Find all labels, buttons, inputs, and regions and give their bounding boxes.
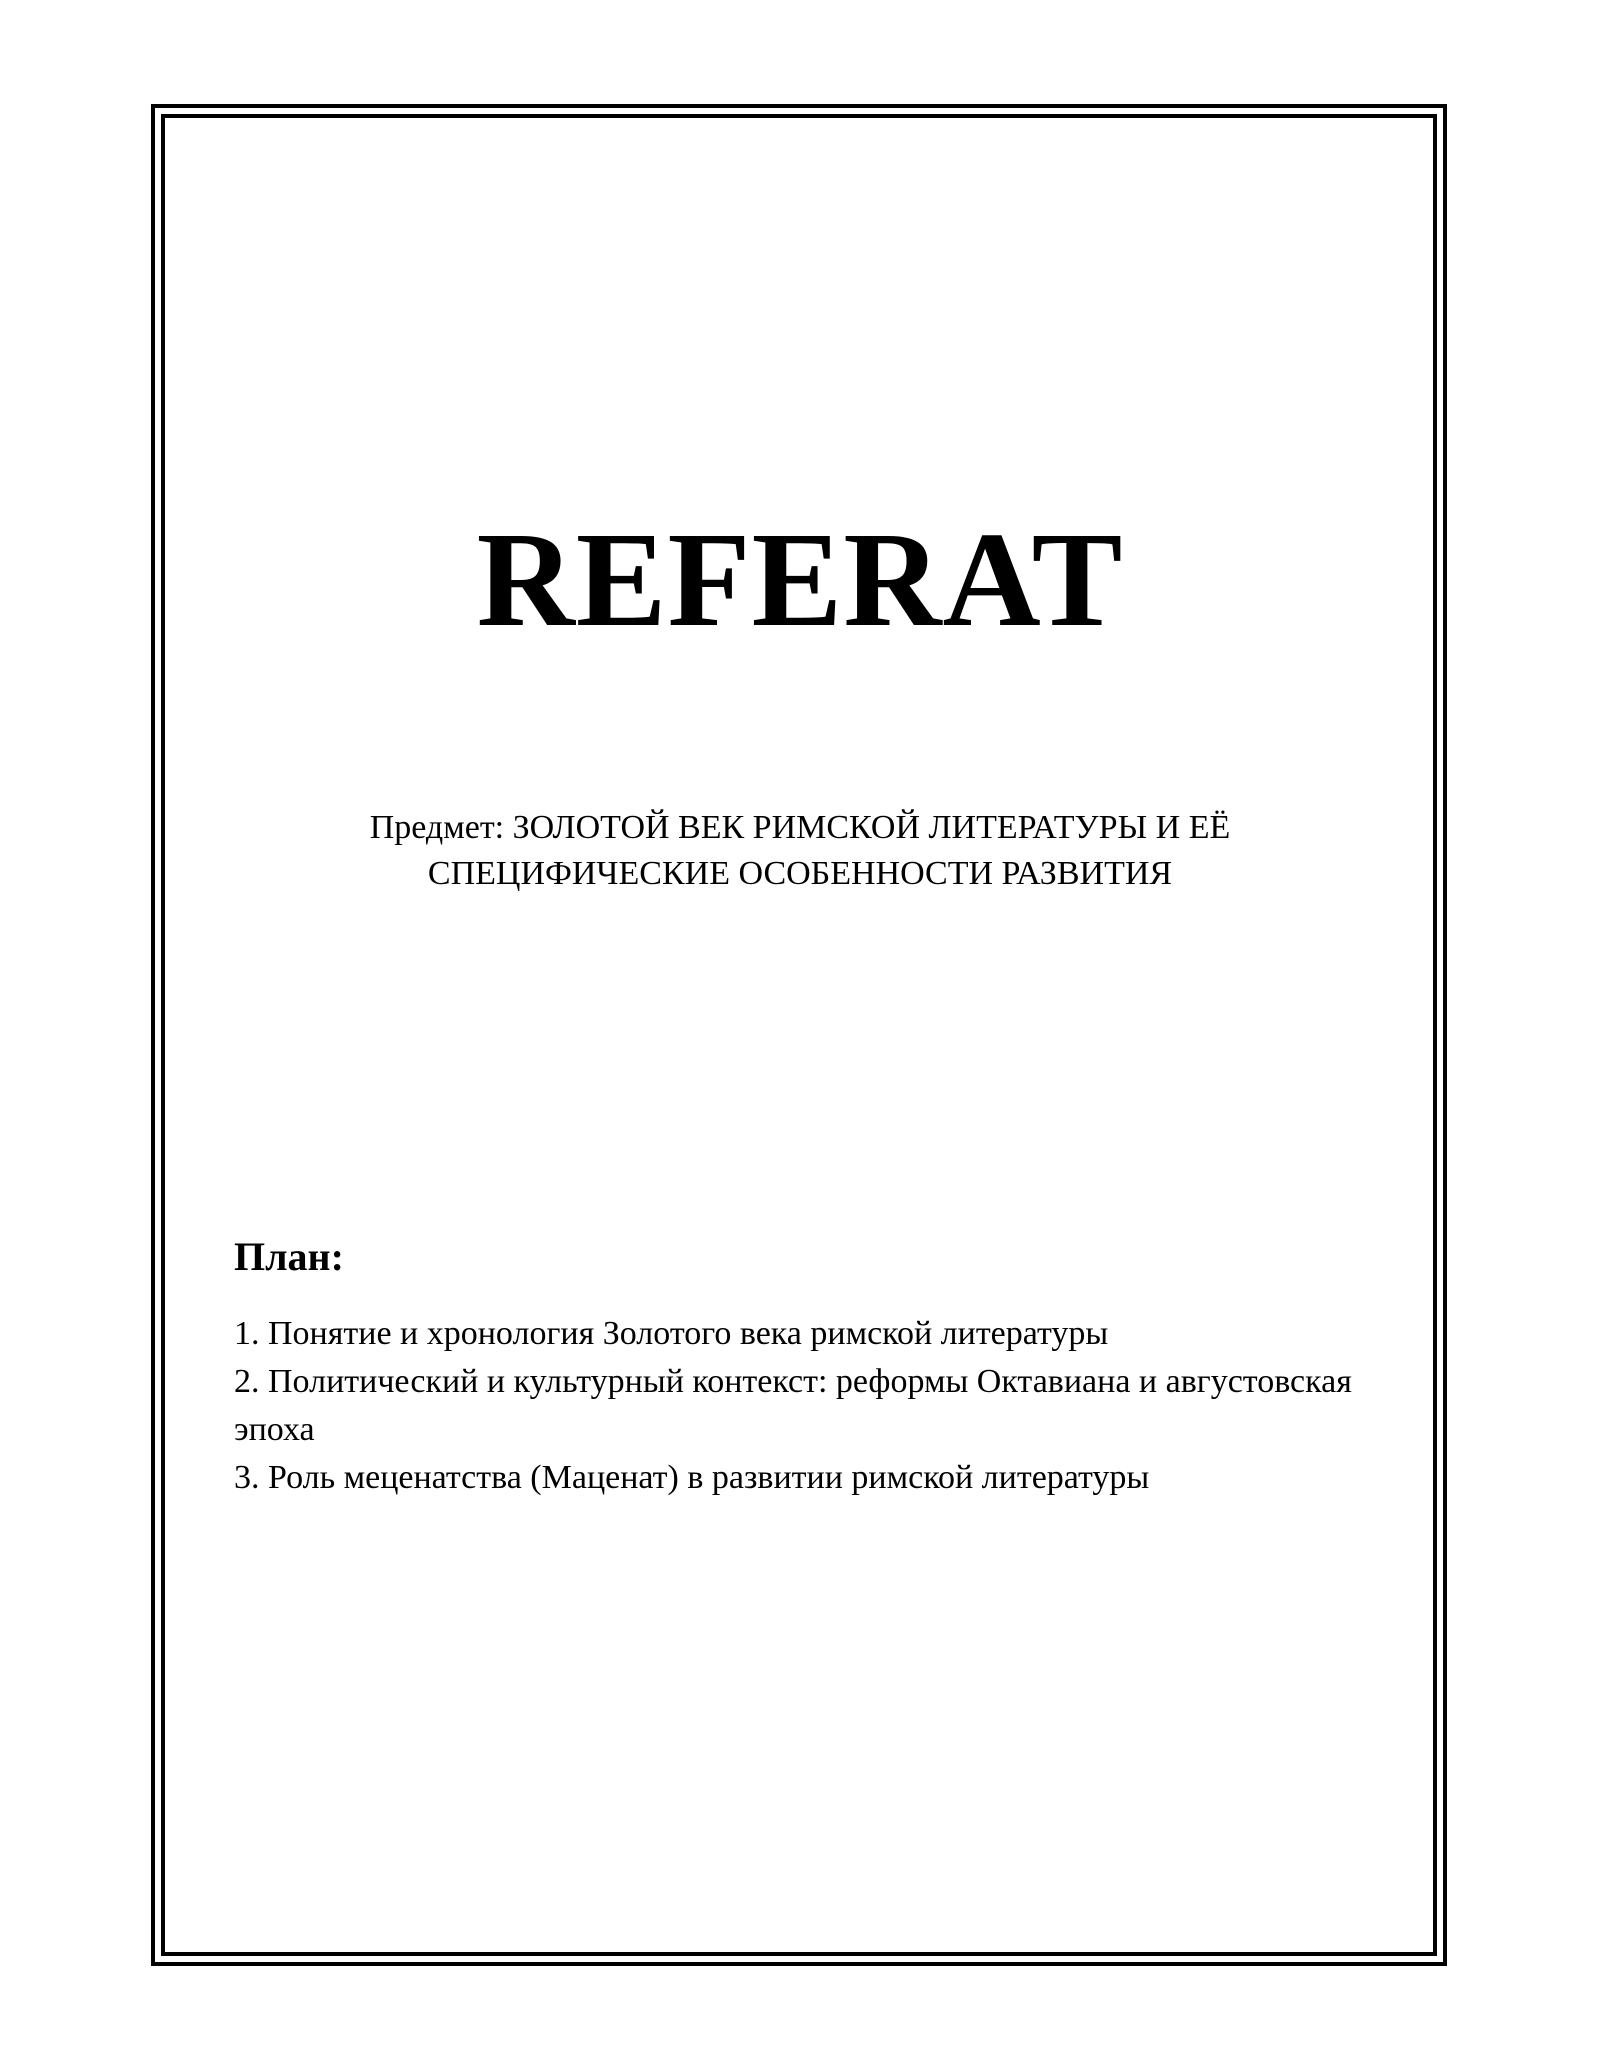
subject-line-2: СПЕЦИФИЧЕСКИЕ ОСОБЕННОСТИ РАЗВИТИЯ <box>427 855 1173 892</box>
subject-line-1: Предмет: ЗОЛОТОЙ ВЕК РИМСКОЙ ЛИТЕРАТУРЫ И ЕЁ <box>369 809 1231 846</box>
plan-item-1: 1. Понятие и хронология Золотого века римской литературы <box>234 1315 1109 1352</box>
plan-item-2: 2. Политический и культурный контекст: реформы Октавиана и августовская эпоха <box>234 1363 1352 1448</box>
document-title: REFERAT <box>476 505 1124 655</box>
plan-list <box>234 1310 1354 1502</box>
plan-heading: План: <box>234 1234 344 1279</box>
plan-item-3: 3. Роль меценатства (Маценат) в развитии римской литературы <box>234 1459 1150 1496</box>
subject-block <box>300 805 1300 897</box>
page-border-inner <box>161 114 1437 1956</box>
